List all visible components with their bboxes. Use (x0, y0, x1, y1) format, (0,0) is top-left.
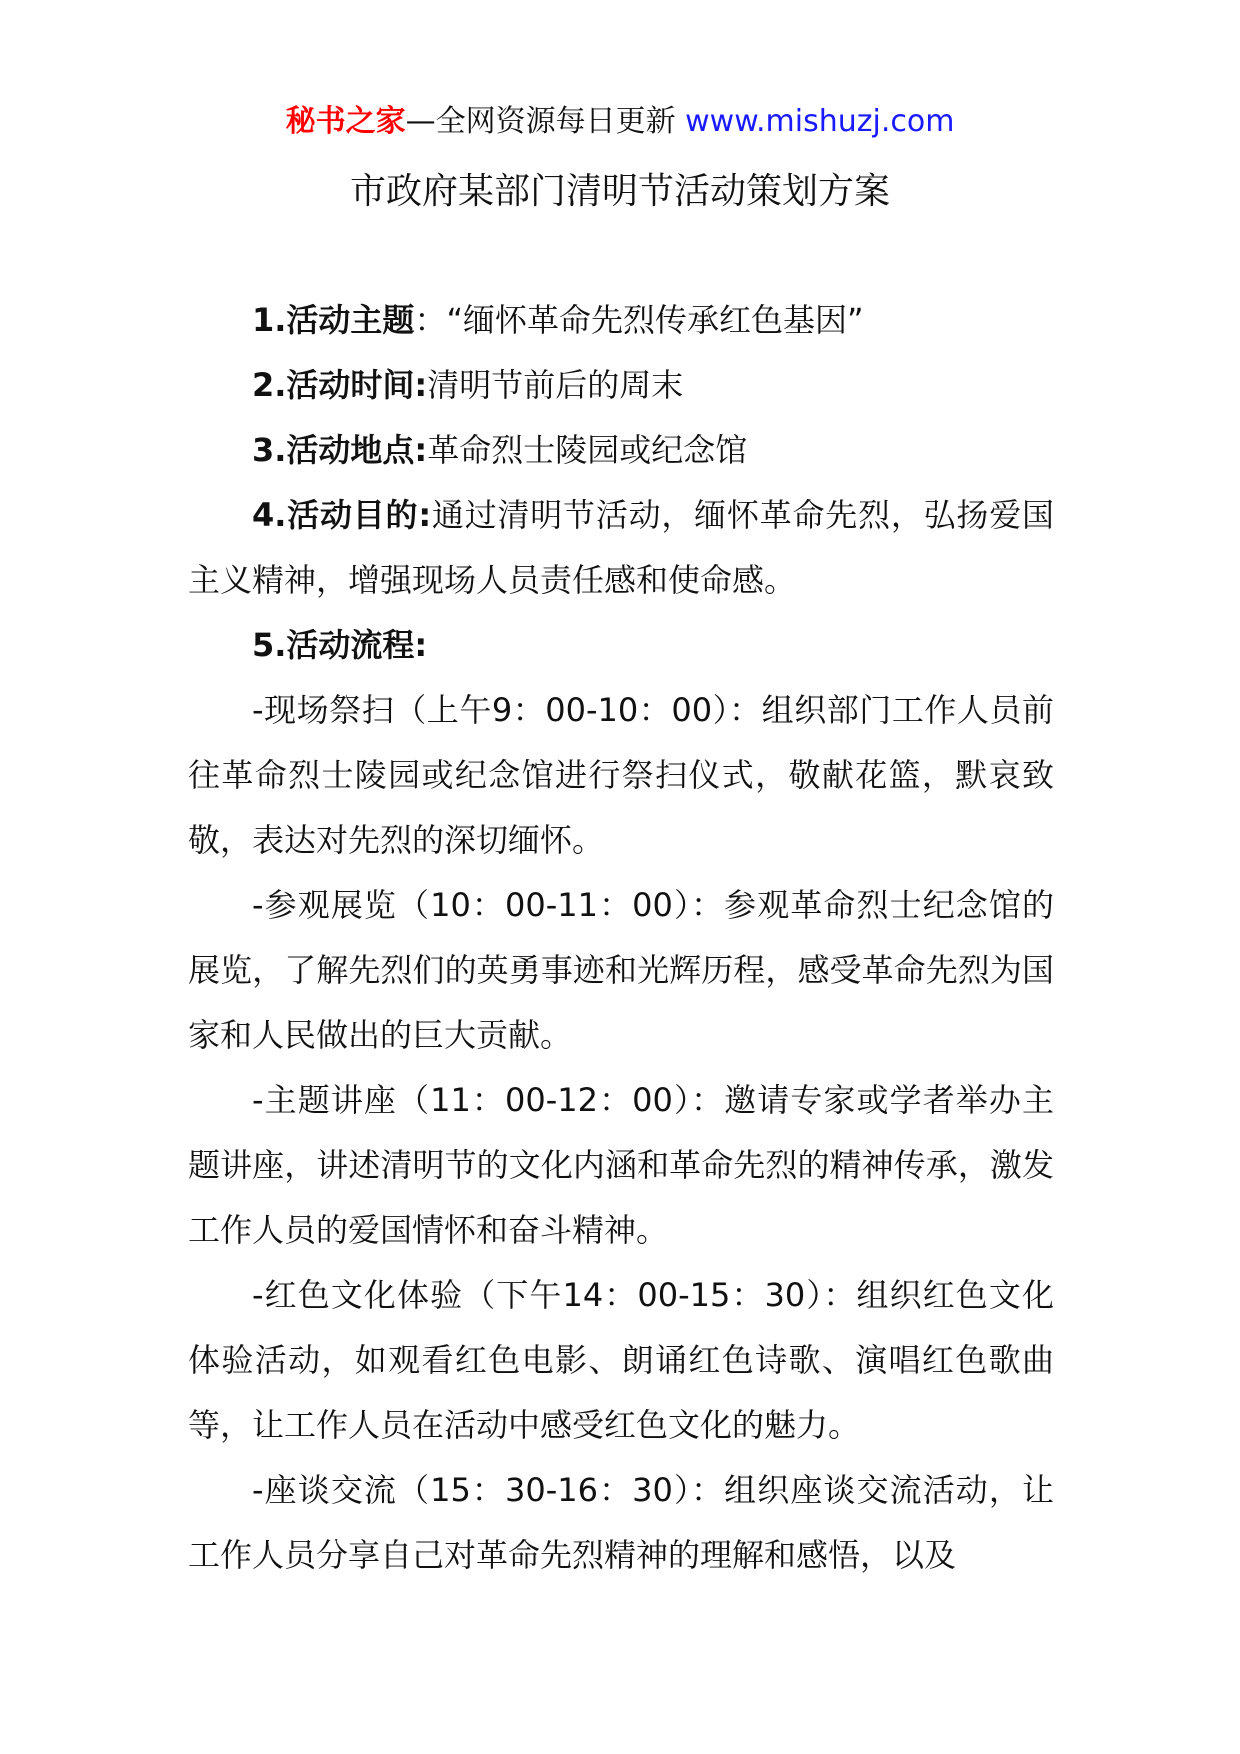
item-theme (188, 288, 1054, 353)
item-label: 3.活动地点: (252, 431, 428, 469)
item-process (188, 613, 1054, 678)
flow-step-discussion: -座谈交流（15：30-16：30）：组织座谈交流活动，让工作人员分享自己对革命先烈精神的理解和感悟，以及 (188, 1471, 1054, 1574)
flow-step-memorial: -现场祭扫（上午9：00-10：00）：组织部门工作人员前往革命烈士陵园或纪念馆进行祭扫仪式，敬献花篮，默哀致敬，表达对先烈的深切缅怀。 (188, 691, 1054, 859)
item-purpose (188, 483, 1054, 613)
brand-name: 秘书之家 (285, 104, 406, 139)
flow-step-lecture: -主题讲座（11：00-12：00）：邀请专家或学者举办主题讲座，讲述清明节的文化内涵和革命先烈的精神传承，激发工作人员的爱国情怀和奋斗精神。 (188, 1081, 1054, 1249)
document-body (188, 288, 1054, 1588)
item-text: 通过清明节活动，缅怀革命先烈，弘扬爱国主义精神，增强现场人员责任感和使命感。 (188, 496, 1054, 599)
site-url-link[interactable]: www.mishuzj.com (685, 104, 955, 139)
item-text: 清明节前后的周末 (427, 366, 684, 404)
item-location (188, 418, 1054, 483)
item-text: ：“缅怀革命先烈传承红色基因” (414, 301, 864, 339)
item-time (188, 353, 1054, 418)
item-label: 2.活动时间: (252, 366, 428, 404)
flow-step-red-culture: -红色文化体验（下午14：00-15：30）：组织红色文化体验活动，如观看红色电影、朗诵红色诗歌、演唱红色歌曲等，让工作人员在活动中感受红色文化的魅力。 (188, 1276, 1054, 1444)
document-title: 市政府某部门清明节活动策划方案 (349, 171, 890, 212)
item-label: 1.活动主题 (252, 301, 415, 339)
item-label: 5.活动流程: (252, 626, 428, 664)
site-header (0, 100, 1240, 144)
item-label: 4.活动目的: (252, 496, 432, 534)
flow-step-exhibition: -参观展览（10：00-11：00）：参观革命烈士纪念馆的展览，了解先烈们的英勇事迹和光辉历程，感受革命先烈为国家和人民做出的巨大贡献。 (188, 886, 1054, 1054)
header-tagline: —全网资源每日更新 (405, 104, 676, 139)
item-text: 革命烈士陵园或纪念馆 (427, 431, 748, 469)
